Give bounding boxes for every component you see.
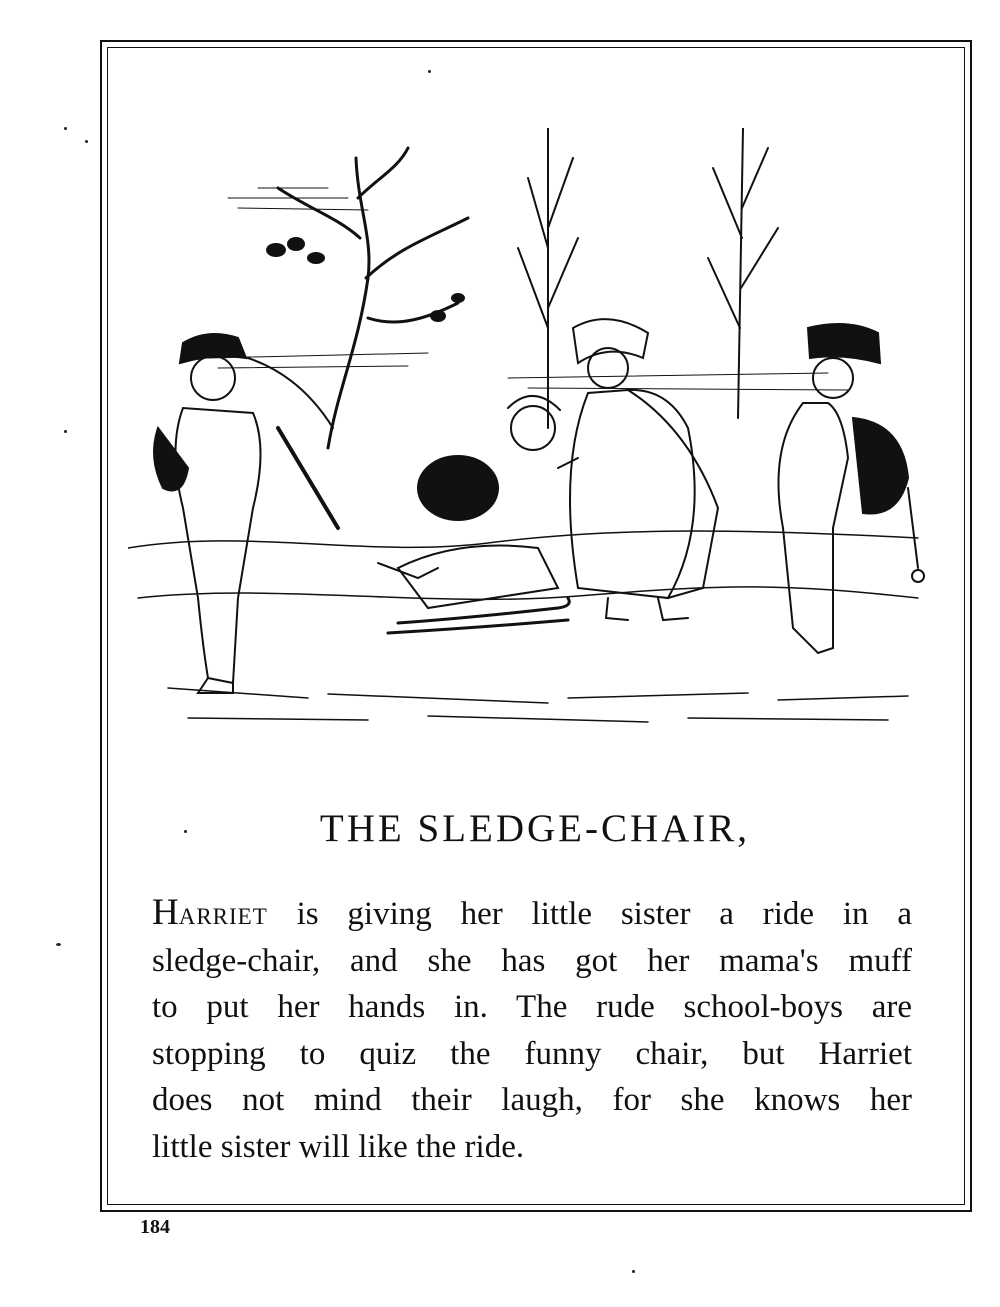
scan-speck bbox=[64, 430, 67, 433]
story-line-1-text: is giving her little sister a ride in a bbox=[267, 896, 912, 932]
left-boy-figure bbox=[154, 334, 338, 693]
story-line-3: to put her hands in. The rude school-boys are bbox=[152, 989, 912, 1025]
scan-speck bbox=[85, 140, 88, 143]
page-title: THE SLEDGE-CHAIR, bbox=[319, 807, 751, 850]
left-tree bbox=[248, 148, 468, 448]
story-paragraph bbox=[152, 890, 912, 1170]
scan-speck bbox=[184, 830, 187, 833]
drop-cap: H bbox=[152, 892, 179, 933]
story-line-2: sledge-chair, and she has got her mama's muff bbox=[152, 942, 912, 979]
snowy-ground bbox=[128, 531, 918, 722]
scan-speck bbox=[632, 1270, 635, 1273]
birds bbox=[266, 237, 465, 322]
center-tree bbox=[518, 128, 578, 428]
story-line-5: does not mind their laugh, for she knows her bbox=[152, 1082, 912, 1118]
scan-speck bbox=[428, 70, 431, 73]
girl-harriet-figure bbox=[558, 319, 718, 620]
sledge-chair-illustration bbox=[128, 128, 928, 750]
first-word-smallcaps: arriet bbox=[178, 896, 268, 932]
story-line-6: little sister will like the ride. bbox=[152, 1128, 525, 1165]
scan-speck bbox=[56, 943, 61, 946]
horizon-hatching bbox=[208, 188, 848, 390]
page-number: 184 bbox=[140, 1216, 170, 1238]
scan-speck bbox=[64, 127, 67, 130]
story-line-1 bbox=[152, 890, 912, 938]
story-line-4: stopping to quiz the funny chair, but Harriet bbox=[152, 1035, 912, 1072]
